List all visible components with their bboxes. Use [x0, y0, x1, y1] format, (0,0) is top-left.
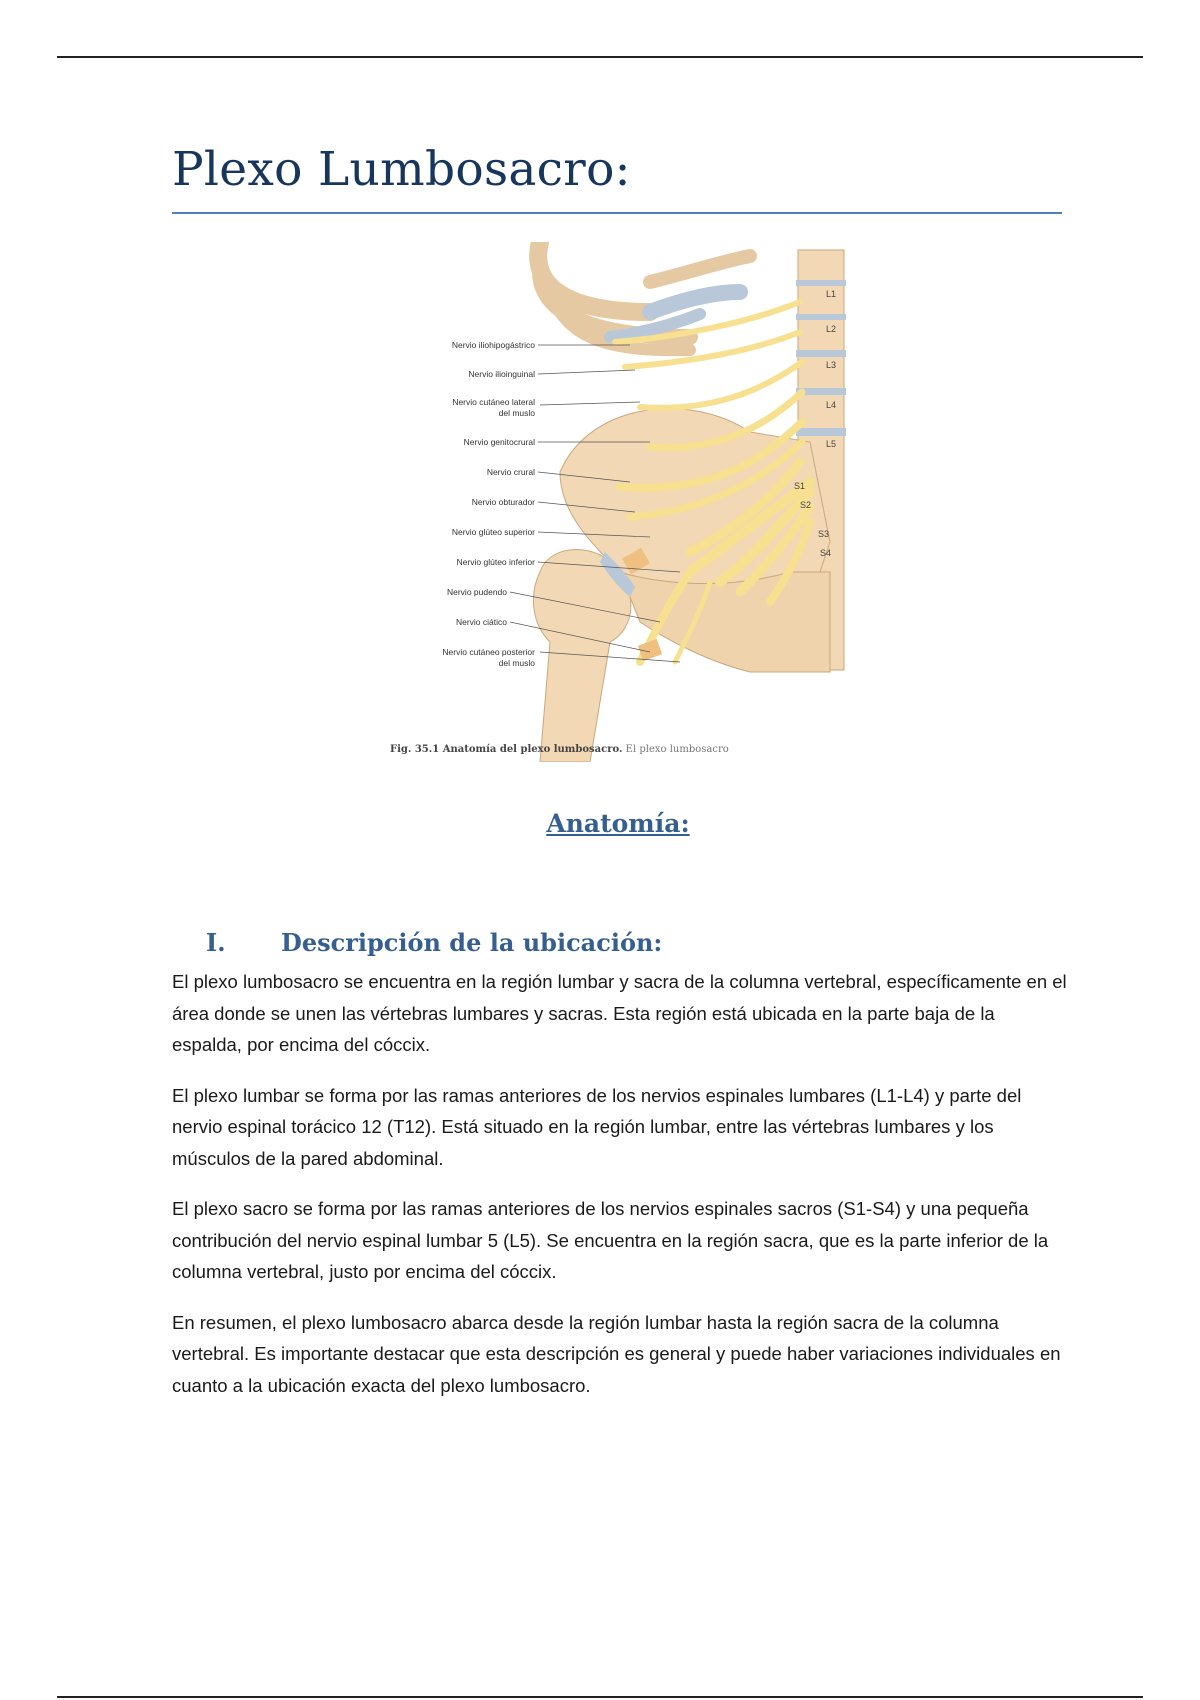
label-cutaneo-lateral-2: del muslo [498, 408, 535, 418]
figure-caption [390, 744, 729, 755]
label-crural: Nervio crural [486, 467, 535, 477]
subsection-heading [206, 928, 662, 957]
label-pudendo: Nervio pudendo [446, 587, 507, 597]
title-underline [172, 212, 1062, 214]
label-ciatico: Nervio ciático [455, 617, 507, 627]
label-gluteo-inferior: Nervio glúteo inferior [456, 557, 535, 567]
label-S3: S3 [818, 529, 830, 539]
label-cutaneo-posterior-1: Nervio cutáneo posterior [442, 647, 535, 657]
label-L4: L4 [826, 400, 837, 410]
label-L1: L1 [826, 289, 837, 299]
label-S2: S2 [800, 500, 812, 510]
figure-caption-normal: El plexo lumbosacro [622, 744, 729, 755]
label-L5: L5 [826, 439, 837, 449]
section-heading: Anatomía: [546, 809, 690, 838]
paragraph: El plexo sacro se forma por las ramas anteriores de los nervios espinales sacros (S1-S4) y una pequeña contribución del nervio espinal lumbar 5 (L5). Se encuentra en la región sacra, que es la parte inferior de la columna vertebral, justo por encima del cóccix. [172, 1198, 1049, 1282]
label-iliohipogastrico: Nervio iliohipogástrico [451, 340, 535, 350]
paragraph: El plexo lumbar se forma por las ramas anteriores de los nervios espinales lumbares (L1-L4) y parte del nervio espinal torácico 12 (T12). Está situado en la región lumbar, entre las vértebras lumbares y los músculos de la pared abdominal. [172, 1084, 1022, 1169]
page-title: Plexo Lumbosacro: [172, 142, 631, 197]
label-genitocrural: Nervio genitocrural [463, 437, 535, 447]
paragraph: El plexo lumbosacro se encuentra en la región lumbar y sacra de la columna vertebral, específicamente en el área donde se unen las vértebras lumbares y sacras. Esta región está ubicada en la parte baja de la espalda, por encima del cóccix. [172, 971, 1067, 1055]
paragraph: En resumen, el plexo lumbosacro abarca desde la región lumbar hasta la región sacra de la columna vertebral. Es importante destacar que esta descripción es general y puede haber variaciones individuales en cuanto a la ubicación exacta del plexo lumbosacro. [172, 1311, 1061, 1396]
label-cutaneo-lateral-1: Nervio cutáneo lateral [452, 397, 535, 407]
label-cutaneo-posterior-2: del muslo [498, 658, 535, 668]
label-gluteo-superior: Nervio glúteo superior [451, 527, 535, 537]
figure-caption-bold: Fig. 35.1 Anatomía del plexo lumbosacro. [390, 744, 623, 755]
page-top-rule [57, 56, 1143, 58]
label-L3: L3 [826, 360, 837, 370]
subsection-number: I. [206, 928, 226, 957]
subsection-title: Descripción de la ubicación: [281, 928, 663, 957]
ribs [538, 242, 750, 350]
anatomy-figure [390, 242, 860, 762]
label-S1: S1 [794, 481, 806, 491]
page-bottom-rule [57, 1696, 1143, 1698]
body-text [172, 966, 1067, 1420]
label-L2: L2 [826, 324, 837, 334]
label-S4: S4 [820, 548, 832, 558]
lumbosacral-plexus-illustration [390, 242, 860, 762]
label-obturador: Nervio obturador [471, 497, 535, 507]
label-ilioinguinal: Nervio ilioinguinal [468, 369, 535, 379]
